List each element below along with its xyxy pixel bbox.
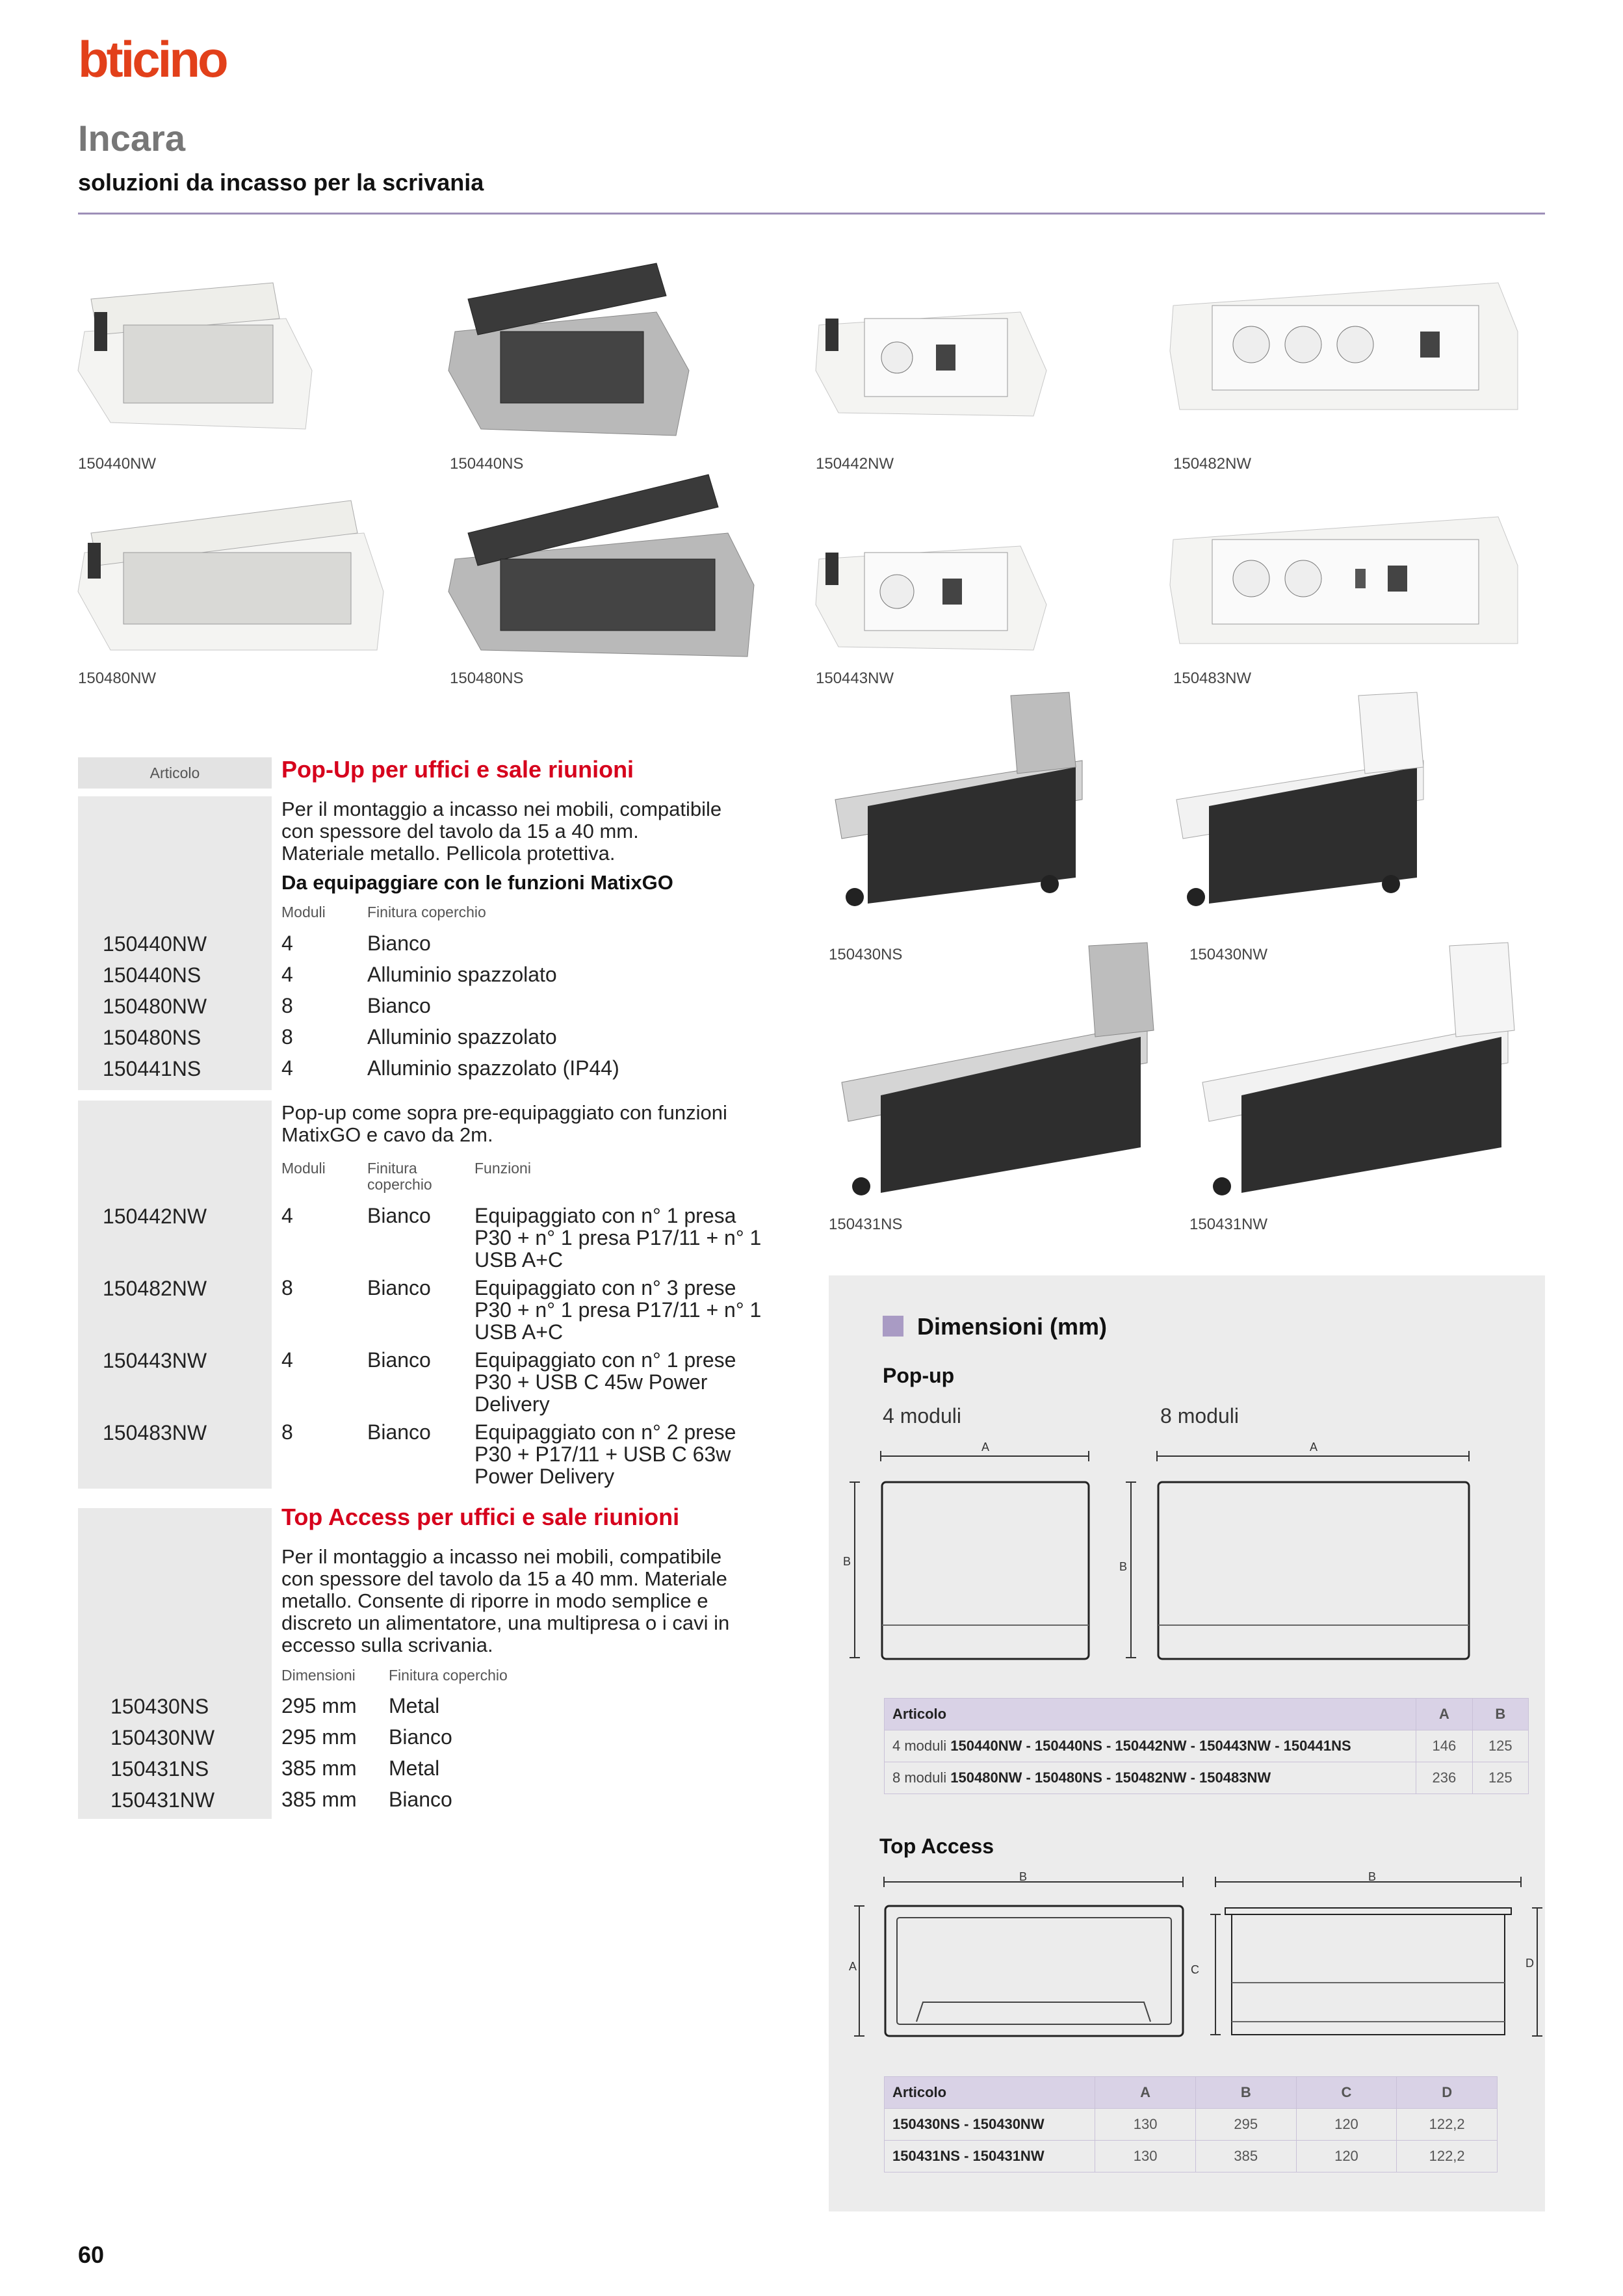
table-row: 150431NS - 150431NW 130 385 120 122,2 [885, 2141, 1498, 2172]
page-title: Incara [78, 118, 185, 159]
dim-letter: B [843, 1555, 851, 1568]
dim-letter: B [1119, 1560, 1128, 1573]
preequip-description: Pop-up come sopra pre-equipaggiato con funzioni MatixGO e cavo da 2m. [281, 1101, 727, 1146]
popup-dimension-drawing [842, 1437, 1492, 1671]
caption: 150431NW [1189, 1216, 1268, 1233]
dim-letter: A [849, 1960, 857, 1973]
product-image-150440NS [442, 260, 702, 442]
product-image-150430NW [1170, 689, 1443, 923]
top-access-dim-label: Top Access [879, 1834, 994, 1858]
product-image-150480NW [71, 494, 390, 657]
caption: 150480NW [78, 670, 157, 687]
table-row: 4 moduli 150440NW - 150440NS - 150442NW - 150443NW - 150441NS 146 125 [885, 1730, 1529, 1762]
caption: 150482NW [1173, 455, 1252, 473]
dimensions-title: Dimensioni (mm) [917, 1313, 1108, 1340]
table-row: 150430NS - 150430NW 130 295 120 122,2 [885, 2109, 1498, 2141]
four-moduli-label: 4 moduli [883, 1404, 961, 1428]
col-moduli: Moduli [281, 1160, 326, 1177]
col-finitura: Finitura coperchio [367, 1160, 432, 1193]
product-image-150431NS [829, 939, 1167, 1212]
product-image-150483NW [1167, 507, 1524, 657]
caption: 150430NW [1189, 946, 1268, 963]
topaccess-dimensions-table: Articolo A B C D 150430NS - 150430NW 130 295 120 122,2 150431NS - 150431NW 130 385 120 122,2 [884, 2076, 1498, 2172]
dimensions-square-icon [883, 1316, 903, 1337]
product-image-150443NW [812, 507, 1053, 657]
header-divider [78, 213, 1545, 215]
product-image-150482NW [1167, 273, 1524, 423]
dim-letter: B [1019, 1870, 1028, 1883]
col-finitura: Finitura coperchio [367, 904, 486, 920]
topaccess-description: Per il montaggio a incasso nei mobili, compatibile con spessore del tavolo da 15 a 40 mm. Materiale metallo. Consente di riporre in modo semplice e discreto un alimentatore, una multipresa o i cavi in eccesso sulla scrivania. [281, 1545, 730, 1656]
popup-equip-note: Da equipaggiare con le funzioni MatixGO [281, 871, 673, 894]
caption: 150480NS [450, 670, 524, 687]
caption: 150440NS [450, 455, 524, 473]
product-image-150442NW [812, 273, 1053, 423]
popup-description: Per il montaggio a incasso nei mobili, compatibile con spessore del tavolo da 15 a 40 mm. Materiale metallo. Pellicola protettiva. [281, 798, 722, 865]
eight-moduli-label: 8 moduli [1160, 1404, 1239, 1428]
dim-letter: A [981, 1441, 990, 1454]
col-moduli: Moduli [281, 904, 326, 920]
product-image-150440NW [71, 273, 318, 436]
topaccess-section-title: Top Access per uffici e sale riunioni [281, 1504, 680, 1530]
col-dimensioni: Dimensioni [281, 1667, 356, 1684]
caption: 150430NS [829, 946, 903, 963]
dim-letter: A [1310, 1441, 1318, 1454]
page-subtitle: soluzioni da incasso per la scrivania [78, 169, 484, 196]
dim-letter: C [1191, 1963, 1199, 1976]
caption: 150483NW [1173, 670, 1252, 687]
dim-letter: B [1368, 1870, 1377, 1883]
caption: 150442NW [816, 455, 894, 473]
topaccess-dimension-drawing [845, 1866, 1560, 2054]
caption: 150431NS [829, 1216, 903, 1233]
popup-section-title: Pop-Up per uffici e sale riunioni [281, 756, 634, 783]
popup-dimensions-table: Articolo A B 4 moduli 150440NW - 150440NS - 150442NW - 150443NW - 150441NS 146 125 8 moduli 150480NW - 150480NS - 150482NW - 150483NW 236 125 [884, 1698, 1529, 1794]
product-image-150431NW [1189, 939, 1527, 1212]
product-image-150480NS [442, 468, 767, 663]
caption: 150440NW [78, 455, 157, 473]
col-finitura: Finitura coperchio [389, 1667, 508, 1684]
table-header-articolo: Articolo [78, 757, 272, 789]
page-number: 60 [78, 2241, 105, 2268]
popup-dim-label: Pop-up [883, 1364, 955, 1387]
product-image-150430NS [829, 689, 1102, 923]
dim-letter: D [1526, 1957, 1534, 1970]
brand-logo: bticino [78, 31, 226, 88]
caption: 150443NW [816, 670, 894, 687]
col-funzioni: Funzioni [474, 1160, 531, 1177]
table-row: 8 moduli 150480NW - 150480NS - 150482NW - 150483NW 236 125 [885, 1762, 1529, 1794]
